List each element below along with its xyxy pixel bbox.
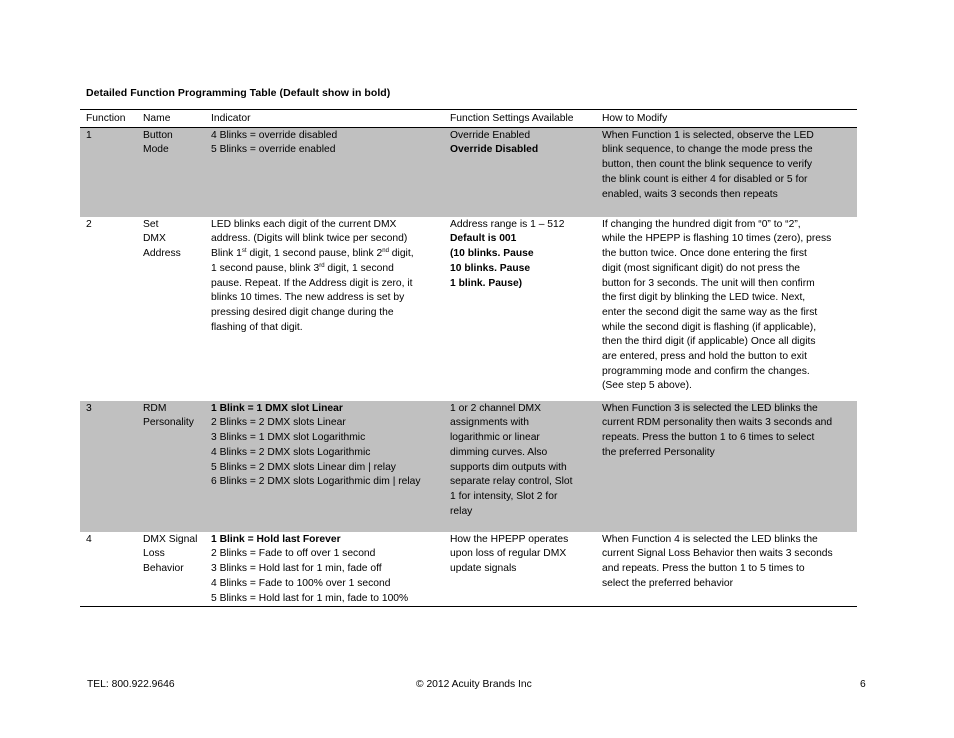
indicator-text: 1 second pause, blink 3	[211, 262, 320, 274]
cell-settings	[444, 127, 596, 217]
indicator-line: 2 Blinks = Fade to off over 1 second	[211, 548, 376, 560]
modify-line: (See step 5 above).	[602, 380, 692, 392]
indicator-line: 3 Blinks = Hold last for 1 min, fade off	[211, 563, 382, 575]
table-row	[80, 127, 857, 217]
modify-line: If changing the hundred digit from “0” to “2”,	[602, 218, 801, 230]
header-name: Name	[137, 110, 205, 128]
indicator-line: 5 Blinks = override enabled	[211, 144, 336, 156]
cell-how-to-modify	[596, 217, 857, 401]
ordinal-superscript: rd	[319, 262, 325, 269]
header-how-to-modify: How to Modify	[596, 110, 857, 128]
modify-line: the blink count is either 4 for disabled or 5 for	[602, 173, 808, 185]
cell-name	[137, 401, 205, 532]
settings-line: Override Enabled	[450, 129, 531, 141]
indicator-line	[211, 247, 440, 262]
modify-line: current RDM personality then waits 3 seconds and	[602, 417, 833, 429]
cell-settings	[444, 532, 596, 607]
cell-name	[137, 127, 205, 217]
footer-copyright: © 2012 Acuity Brands Inc	[416, 679, 532, 690]
indicator-line: LED blinks each digit of the current DMX	[211, 218, 397, 230]
name-line: DMX	[143, 233, 166, 245]
table-row	[80, 401, 857, 532]
modify-line: programming mode and confirm the changes.	[602, 365, 810, 377]
settings-default-line: 1 blink. Pause)	[450, 277, 523, 289]
modify-line: while the HPEPP is flashing 10 times (zero), press	[602, 233, 832, 245]
footer-tel: TEL: 800.922.9646	[87, 679, 175, 690]
settings-default-line: 10 blinks. Pause	[450, 262, 531, 274]
settings-line: dimming curves. Also	[450, 446, 548, 458]
settings-default-line: Override Disabled	[450, 144, 539, 156]
name-line: Behavior	[143, 563, 184, 575]
cell-settings	[444, 217, 596, 401]
settings-line: logarithmic or linear	[450, 432, 540, 444]
indicator-line: 2 Blinks = 2 DMX slots Linear	[211, 417, 346, 429]
function-number: 1	[86, 129, 92, 141]
header-indicator: Indicator	[205, 110, 444, 128]
modify-line: When Function 4 is selected the LED blinks the	[602, 533, 818, 545]
function-programming-table	[80, 109, 857, 607]
indicator-line	[211, 262, 440, 277]
indicator-line: pressing desired digit change during the	[211, 306, 394, 318]
modify-line: and repeats. Press the button 1 to 5 times to	[602, 563, 805, 575]
name-line: Personality	[143, 417, 194, 429]
cell-name	[137, 217, 205, 401]
indicator-line: flashing of that digit.	[211, 321, 303, 333]
modify-line: repeats. Press the button 1 to 6 times to select	[602, 432, 815, 444]
settings-line: upon loss of regular DMX	[450, 548, 567, 560]
cell-function	[80, 532, 137, 607]
name-line: RDM	[143, 402, 167, 414]
modify-line: the preferred Personality	[602, 446, 715, 458]
modify-line: enter the second digit the same way as the first	[602, 306, 818, 318]
indicator-line: pause. Repeat. If the Address digit is zero, it	[211, 277, 413, 289]
settings-line: update signals	[450, 563, 517, 575]
name-line: Mode	[143, 144, 169, 156]
modify-line: select the preferred behavior	[602, 577, 734, 589]
indicator-default-line: 1 Blink = Hold last Forever	[211, 533, 341, 545]
settings-line: separate relay control, Slot	[450, 476, 573, 488]
modify-line: then the third digit (if applicable) Once all digits	[602, 336, 816, 348]
ordinal-superscript: st	[241, 248, 247, 255]
indicator-line: 4 Blinks = 2 DMX slots Logarithmic	[211, 446, 371, 458]
cell-name	[137, 532, 205, 607]
header-settings: Function Settings Available	[444, 110, 596, 128]
cell-indicator	[205, 401, 444, 532]
settings-line: assignments with	[450, 417, 529, 429]
settings-line: 1 or 2 channel DMX	[450, 402, 542, 414]
table-title: Detailed Function Programming Table (Default show in bold)	[86, 87, 391, 99]
table-row	[80, 217, 857, 401]
modify-line: the button twice. Once done entering the first	[602, 248, 807, 260]
name-line: Set	[143, 218, 159, 230]
cell-indicator	[205, 532, 444, 607]
function-number: 4	[86, 533, 92, 545]
cell-how-to-modify	[596, 127, 857, 217]
indicator-line: 6 Blinks = 2 DMX slots Logarithmic dim | relay	[211, 476, 421, 488]
settings-line: supports dim outputs with	[450, 461, 567, 473]
name-line: DMX Signal	[143, 533, 198, 545]
name-line: Address	[143, 248, 181, 260]
function-number: 2	[86, 218, 92, 230]
name-line: Button	[143, 129, 173, 141]
indicator-text: Blink 1	[211, 248, 242, 260]
indicator-text: digit,	[388, 248, 414, 260]
settings-line: 1 for intensity, Slot 2 for	[450, 490, 558, 502]
header-function: Function	[80, 110, 137, 128]
indicator-line: 4 Blinks = override disabled	[211, 129, 338, 141]
cell-how-to-modify	[596, 401, 857, 532]
modify-line: button for 3 seconds. The unit will then confirm	[602, 277, 815, 289]
cell-function	[80, 401, 137, 532]
settings-line: relay	[450, 505, 473, 517]
modify-line: current Signal Loss Behavior then waits 3 seconds	[602, 548, 833, 560]
settings-line: Address range is 1 – 512	[450, 218, 565, 230]
cell-settings	[444, 401, 596, 532]
modify-line: When Function 3 is selected the LED blinks the	[602, 402, 818, 414]
indicator-text: digit, 1 second	[324, 262, 394, 274]
indicator-line: address. (Digits will blink twice per second)	[211, 233, 408, 245]
modify-line: button, then count the blink sequence to verify	[602, 159, 813, 171]
ordinal-superscript: nd	[382, 248, 389, 255]
modify-line: while the second digit is flashing (if applicable),	[602, 321, 817, 333]
settings-default-line: Default is 001	[450, 233, 517, 245]
settings-default-line: (10 blinks. Pause	[450, 248, 534, 260]
modify-line: digit (most significant digit) do not press the	[602, 262, 801, 274]
modify-line: the first digit by blinking the LED twice. Next,	[602, 292, 806, 304]
modify-line: enabled, waits 3 seconds then repeats	[602, 188, 778, 200]
indicator-line: 5 Blinks = Hold last for 1 min, fade to 100%	[211, 592, 409, 604]
footer-page-number: 6	[860, 679, 866, 690]
table-row	[80, 532, 857, 607]
function-number: 3	[86, 402, 92, 414]
indicator-text: digit, 1 second pause, blink 2	[246, 248, 383, 260]
indicator-line: 3 Blinks = 1 DMX slot Logarithmic	[211, 432, 366, 444]
settings-line: How the HPEPP operates	[450, 533, 569, 545]
indicator-line: blinks 10 times. The new address is set by	[211, 292, 405, 304]
name-line: Loss	[143, 548, 165, 560]
indicator-line: 5 Blinks = 2 DMX slots Linear dim | relay	[211, 461, 396, 473]
modify-line: are entered, press and hold the button to exit	[602, 351, 807, 363]
cell-how-to-modify	[596, 532, 857, 607]
modify-line: blink sequence, to change the mode press the	[602, 144, 813, 156]
indicator-default-line: 1 Blink = 1 DMX slot Linear	[211, 402, 343, 414]
cell-indicator	[205, 217, 444, 401]
cell-function	[80, 217, 137, 401]
indicator-line: 4 Blinks = Fade to 100% over 1 second	[211, 577, 391, 589]
cell-function	[80, 127, 137, 217]
table-header-row	[80, 110, 857, 128]
modify-line: When Function 1 is selected, observe the LED	[602, 129, 814, 141]
cell-indicator	[205, 127, 444, 217]
